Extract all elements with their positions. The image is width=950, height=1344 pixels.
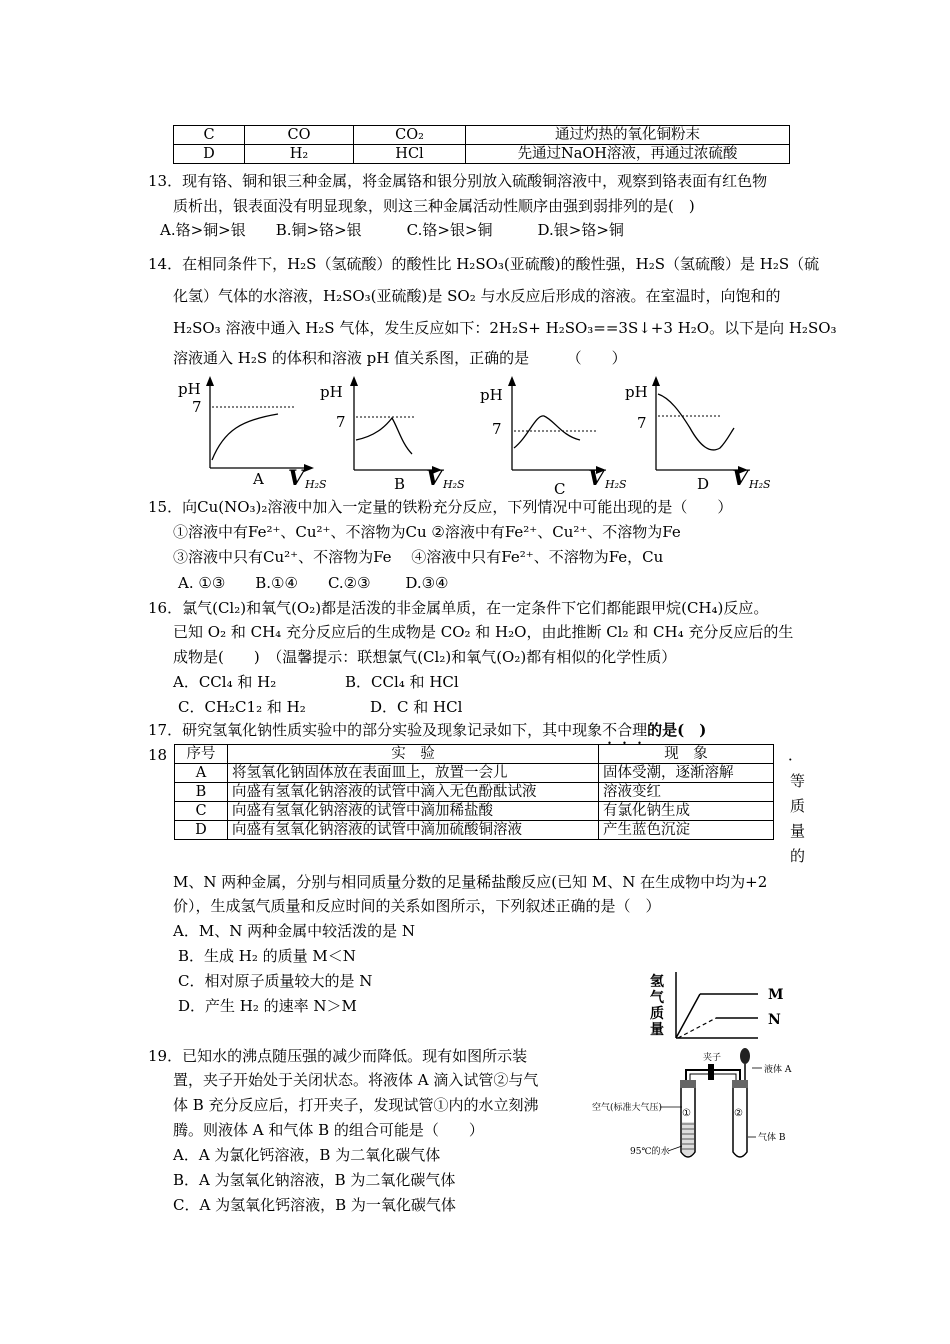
q18-line2: 价），生成氢气质量和反应时间的关系如图所示，下列叙述正确的是（ ） <box>173 897 661 915</box>
ylabel-c: pH <box>480 386 503 404</box>
label-tube-2: ② <box>734 1108 743 1119</box>
graph-a <box>178 376 327 491</box>
table-cell: CO₂ <box>354 126 466 145</box>
header-cell: 序号 <box>175 745 228 764</box>
label-c: C <box>554 480 566 498</box>
header-cell: 实 验 <box>228 745 599 764</box>
q17-emphasis: 不合理 <box>602 721 648 739</box>
q14-line4: 溶液通入 H₂S 的体积和溶液 pH 值关系图，正确的是 （ ） <box>173 349 627 367</box>
apparatus-diagram <box>590 1044 800 1166</box>
q16-option-c: C．CH₂C1₂ 和 H₂ <box>178 698 306 716</box>
q13-line1: 13．现有铬、铜和银三种金属，将金属铬和银分别放入硫酸铜溶液中，观察到铬表面有红色物 <box>148 172 768 190</box>
q15-line2: ①溶液中有Fe²⁺、Cu²⁺、不溶物为Cu ②溶液中有Fe²⁺、Cu²⁺、不溶物为Fe <box>173 523 681 541</box>
q13-options: A.铬>铜>银 B.铜>铬>银 C.铬>银>铜 D.银>铬>铜 <box>160 221 624 239</box>
q19-option-c: C．A 为氢氧化钙溶液，B 为一氧化碳气体 <box>173 1196 456 1214</box>
graph-ylabel-char: 质 <box>650 1006 664 1022</box>
table-cell: 向盛有氢氧化钠溶液的试管中滴加硫酸铜溶液 <box>228 821 599 840</box>
q19-line1: 19．已知水的沸点随压强的减少而降低。现有如图所示装 <box>148 1047 528 1065</box>
q16-option-d: D．C 和 HCl <box>370 698 463 716</box>
tick-7-b: 7 <box>336 413 346 431</box>
table-cell: 先通过NaOH溶液，再通过浓硫酸 <box>466 145 790 164</box>
label-d: D <box>697 475 710 493</box>
table-cell: 向盛有氢氧化钠溶液的试管中滴加稀盐酸 <box>228 802 599 821</box>
table-cell: H₂ <box>245 145 354 164</box>
q18-side-char: 量 <box>790 822 806 840</box>
table-cell: C <box>175 802 228 821</box>
table-row <box>175 802 774 821</box>
table-cell: 固体受潮，逐渐溶解 <box>599 764 774 783</box>
table-row <box>175 783 774 802</box>
q18-side-char: ． <box>788 746 804 764</box>
stopper-2-icon <box>732 1080 748 1088</box>
tick-7-c: 7 <box>492 420 502 438</box>
q18-option-a: A．M、N 两种金属中较活泼的是 N <box>173 922 415 940</box>
q18-option-b: B．生成 H₂ 的质量 M＜N <box>178 947 356 965</box>
table-row <box>174 145 790 164</box>
table-cell: 通过灼热的氧化铜粉末 <box>466 126 790 145</box>
q15-line3: ③溶液中只有Cu²⁺、不溶物为Fe ④溶液中只有Fe²⁺、不溶物为Fe，Cu <box>173 548 664 566</box>
table-cell: HCl <box>354 145 466 164</box>
q18-side-char: 的 <box>790 847 806 865</box>
ylabel-a: pH <box>178 380 201 398</box>
xlabel-c: V <box>588 465 605 490</box>
q19-option-a: A．A 为氯化钙溶液，B 为二氧化碳气体 <box>173 1146 441 1164</box>
q16-line3: 成物是( ) （温馨提示：联想氯气(Cl₂)和氧气(O₂)都有相似的化学性质） <box>173 648 677 666</box>
stopper-1-icon <box>680 1080 696 1088</box>
table-cell: CO <box>245 126 354 145</box>
table-cell: 溶液变红 <box>599 783 774 802</box>
q18-line1: M、N 两种金属，分别与相同质量分数的足量稀盐酸反应(已知 M、N 在生成物中均为+2 <box>173 873 768 891</box>
table-cell: 有氯化钠生成 <box>599 802 774 821</box>
q14-line1: 14．在相同条件下，H₂S（氢硫酸）的酸性比 H₂SO₃(亚硫酸)的酸性强，H₂S（氢硫酸）是 H₂S（硫 <box>148 255 820 273</box>
q19-line2: 置，夹子开始处于关闭状态。将液体 A 滴入试管②与气 <box>173 1071 539 1089</box>
label-liquid-a: 液体 A <box>764 1065 792 1075</box>
top-table <box>173 125 790 164</box>
table-cell: B <box>175 783 228 802</box>
xsub-a: H₂S <box>305 478 327 491</box>
ylabel-b: pH <box>320 383 343 401</box>
table-row <box>175 821 774 840</box>
graph-c <box>480 376 627 498</box>
tick-7-a: 7 <box>192 398 202 416</box>
graph-ylabel-char: 气 <box>650 990 664 1006</box>
q13-line2: 质析出，银表面没有明显现象，则这三种金属活动性顺序由强到弱排列的是( ) <box>173 197 695 215</box>
graph-ylabel-char: 量 <box>650 1022 664 1038</box>
q14-line2: 化氢）气体的水溶液，H₂SO₃(亚硫酸)是 SO₂ 与水反应后形成的溶液。在室温时，向饱和的 <box>173 287 781 305</box>
q18-number: 18 <box>148 746 168 764</box>
q16-line1: 16．氯气(Cl₂)和氧气(O₂)都是活泼的非金属单质，在一定条件下它们都能跟甲烷(CH₄)反应。 <box>148 599 769 617</box>
q16-option-b: B．CCl₄ 和 HCl <box>345 673 459 691</box>
q17-table <box>174 744 774 840</box>
q19-line4: 腾。则液体 A 和气体 B 的组合可能是（ ） <box>173 1121 484 1139</box>
hydrogen-graph <box>640 968 790 1048</box>
q14-line3: H₂SO₃ 溶液中通入 H₂S 气体，发生反应如下：2H₂S+ H₂SO₃==3S↓+3 H₂O。以下是向 H₂SO₃ <box>173 319 837 337</box>
q18-side-char: 质 <box>790 797 806 815</box>
xsub-c: H₂S <box>605 478 627 491</box>
label-air: 空气(标准大气压) <box>592 1103 663 1113</box>
clip-icon <box>708 1064 714 1080</box>
table-cell: D <box>175 821 228 840</box>
q19-option-b: B．A 为氢氧化钠溶液，B 为二氧化碳气体 <box>173 1171 456 1189</box>
table-cell: 将氢氧化钠固体放在表面皿上，放置一会儿 <box>228 764 599 783</box>
q16-line2: 已知 O₂ 和 CH₄ 充分反应后的生成物是 CO₂ 和 H₂O，由此推断 Cl₂ 和 CH₄ 充分反应后的生 <box>173 623 794 641</box>
xlabel-b: V <box>426 465 443 490</box>
dropper-bulb-icon <box>740 1048 750 1064</box>
label-water: 95℃的水 <box>630 1147 670 1157</box>
q19-line3: 体 B 充分反应后，打开夹子，发现试管①内的水立刻沸 <box>173 1096 539 1114</box>
xsub-b: H₂S <box>443 478 465 491</box>
q18-option-c: C．相对原子质量较大的是 N <box>178 972 373 990</box>
table-row <box>174 126 790 145</box>
table-cell: D <box>174 145 245 164</box>
q17-stem-a: 17．研究氢氧化钠性质实验中的部分实验及现象记录如下，其中现象 <box>148 721 603 739</box>
test-tube-2-icon <box>733 1088 747 1157</box>
q15-options: A. ①③ B.①④ C.②③ D.③④ <box>178 574 449 592</box>
graph-label-n: N <box>768 1012 781 1028</box>
label-clip: 夹子 <box>703 1053 722 1063</box>
table-row <box>175 764 774 783</box>
table-cell: 向盛有氢氧化钠溶液的试管中滴入无色酚酞试液 <box>228 783 599 802</box>
q16-option-a: A．CCl₄ 和 H₂ <box>173 673 277 691</box>
xsub-d: H₂S <box>749 478 771 491</box>
label-b: B <box>394 475 406 493</box>
table-cell: C <box>174 126 245 145</box>
graph-d <box>625 376 771 493</box>
tick-7-d: 7 <box>637 414 647 432</box>
ylabel-d: pH <box>625 383 648 401</box>
header-cell: 现 象 <box>599 745 774 764</box>
label-gas-b: 气体 B <box>758 1133 786 1143</box>
graph-label-m: M <box>768 987 784 1003</box>
q17-stem-c: 的是( ) <box>647 721 707 739</box>
q15-line1: 15．向Cu(NO₃)₂溶液中加入一定量的铁粉充分反应，下列情况中可能出现的是（ ） <box>148 498 733 516</box>
graph-ylabel-char: 氢 <box>650 974 664 990</box>
label-tube-1: ① <box>682 1108 691 1119</box>
table-header-row <box>175 745 774 764</box>
q18-option-d: D．产生 H₂ 的速率 N＞M <box>178 997 357 1015</box>
ph-graphs <box>170 372 820 500</box>
xlabel-a: V <box>288 465 305 490</box>
xlabel-d: V <box>732 465 749 490</box>
table-cell: 产生蓝色沉淀 <box>599 821 774 840</box>
q18-side-char: 等 <box>790 772 806 790</box>
graph-b <box>320 376 465 493</box>
table-cell: A <box>175 764 228 783</box>
label-a: A <box>253 470 264 488</box>
